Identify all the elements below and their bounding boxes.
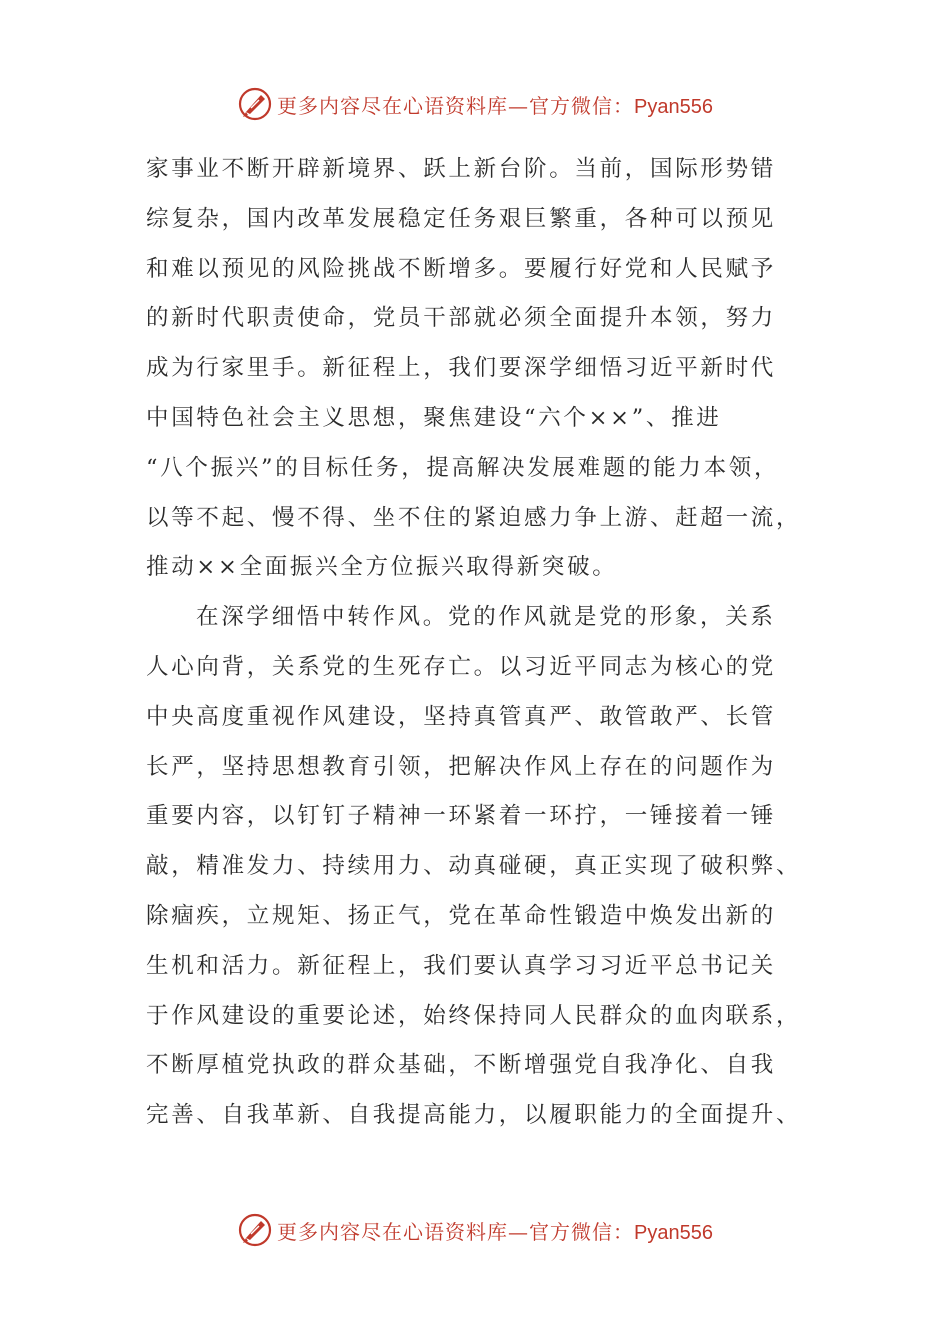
text-line: 除痼疾，立规矩、扬正气，党在革命性锻造中焕发出新的 — [146, 902, 777, 929]
text-line: 的新时代职责使命，党员干部就必须全面提升本领，努力 — [146, 305, 777, 332]
text-line: 综复杂，国内改革发展稳定任务艰巨繁重，各种可以预见 — [146, 205, 777, 232]
text-line: 敲，精准发力、持续用力、动真碰硬，真正实现了破积弊、 — [146, 853, 802, 880]
text-line: 中央高度重视作风建设，坚持真管真严、敢管敢严、长管 — [146, 703, 777, 730]
pen-nib-logo-icon — [237, 1212, 273, 1248]
header-banner-text: 更多内容尽在心语资料库—官方微信：Pyan556 — [277, 93, 713, 118]
text-line: 人心向背，关系党的生死存亡。以习近平同志为核心的党 — [146, 653, 777, 680]
text-line: 家事业不断开辟新境界、跃上新台阶。当前，国际形势错 — [146, 156, 777, 182]
pen-nib-logo-icon — [237, 86, 273, 122]
text-line: 中国特色社会主义思想，聚焦建设“六个××”、推进 — [146, 404, 722, 431]
text-line: 重要内容，以钉钉子精神一环紧着一环拧，一锤接着一锤 — [146, 803, 777, 830]
header-watermark-banner — [0, 84, 950, 124]
document-body — [146, 145, 806, 1141]
text-line: 不断厚植党执政的群众基础，不断增强党自我净化、自我 — [146, 1052, 777, 1079]
text-line: 于作风建设的重要论述，始终保持同人民群众的血肉联系， — [146, 1002, 802, 1029]
text-line: 推动××全面振兴全方位振兴取得新突破。 — [146, 554, 618, 581]
text-line: 完善、自我革新、自我提高能力，以履职能力的全面提升、 — [146, 1102, 802, 1129]
text-line: 以等不起、慢不得、坐不住的紧迫感力争上游、赶超一流， — [146, 504, 802, 531]
text-line: 成为行家里手。新征程上，我们要深学细悟习近平新时代 — [146, 355, 777, 382]
text-line: 在深学细悟中转作风。党的作风就是党的形象，关系 — [196, 604, 776, 631]
footer-watermark-banner — [0, 1210, 950, 1250]
footer-banner-text: 更多内容尽在心语资料库—官方微信：Pyan556 — [277, 1219, 713, 1244]
text-line: 和难以预见的风险挑战不断增多。要履行好党和人民赋予 — [146, 255, 777, 282]
text-line: “八个振兴”的目标任务，提高解决发展难题的能力本领， — [146, 454, 780, 481]
text-line: 生机和活力。新征程上，我们要认真学习习近平总书记关 — [146, 952, 777, 979]
text-line: 长严，坚持思想教育引领，把解决作风上存在的问题作为 — [146, 753, 777, 780]
